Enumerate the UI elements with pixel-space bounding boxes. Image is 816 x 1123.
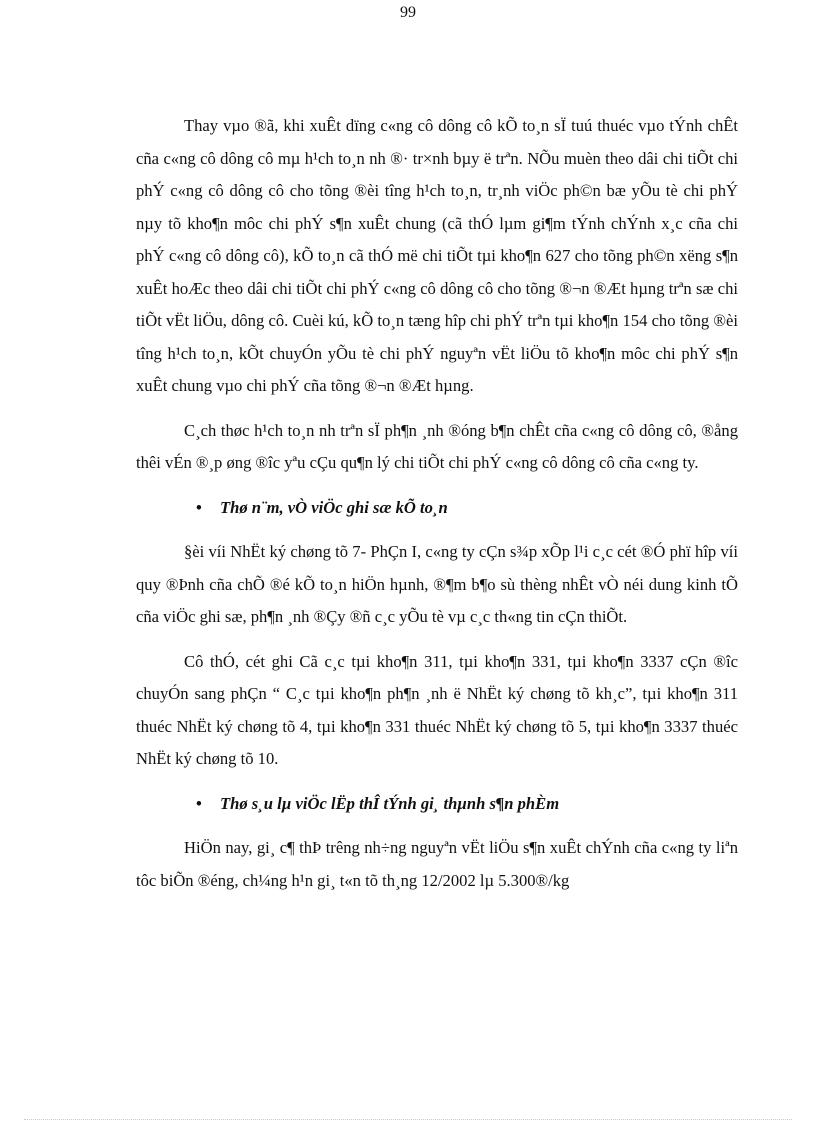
paragraph: Cô thÓ, cét ghi Cã c¸c tµi kho¶n 311, tµi kho¶n 331, tµi kho¶n 3337 cÇn ®îc chuyÓn sang phÇn “ C¸c tµi kho¶n ph¶n ¸nh ë NhËt ký chøng tõ kh¸c”, tµi kho¶n 311 thuéc NhËt ký chøng tõ 4, tµi kho¶n 331 thuéc NhËt ký chøng tõ 5, tµi kho¶n 3337 thuéc NhËt ký chøng tõ 10.	[136, 651, 738, 768]
paragraph: Thay vµo ®ã, khi xuÊt dïng c«ng cô dông cô kÕ to¸n sÏ tuú thuéc vµo tÝnh chÊt cña c«ng cô dông cô mµ h¹ch to¸n nh ®· tr×nh bµy ë trªn. NÕu muèn theo dâi chi tiÕt chi phÝ c«ng cô dông cô cho tõng ®èi tîng h¹ch to¸n, tr¸nh viÖc ph©n bæ yÕu tè chi phÝ nµy tõ kho¶n môc chi phÝ s¶n xuÊt chung (cã thÓ lµm gi¶m tÝnh chÝnh x¸c cña chi phÝ c«ng cô dông cô), kÕ to¸n cã thÓ më chi tiÕt tµi kho¶n 627 cho tõng ph©n xëng s¶n xuÊt hoÆc theo dâi chi tiÕt chi phÝ c«ng cô dông cô cho tõng ®¬n ®Æt hµng trªn sæ chi tiÕt vËt liÖu, dông cô. Cuèi kú, kÕ to¸n tæng hîp chi phÝ trªn tµi kho¶n 154 cho tõng ®èi tîng h¹ch to¸n, kÕt chuyÓn yÕu tè chi phÝ nguyªn vËt liÖu tõ kho¶n môc chi phÝ s¶n xuÊt chung vµo chi phÝ cña tõng ®¬n ®Æt hµng.	[136, 116, 738, 395]
page-bottom-divider	[24, 1119, 792, 1120]
bullet-icon: •	[196, 793, 202, 813]
paragraph: C¸ch thøc h¹ch to¸n nh trªn sÏ ph¶n ¸nh ®óng b¶n chÊt cña c«ng cô dông cô, ®ång thêi vÉn ®¸p øng ®îc yªu cÇu qu¶n lý chi tiÕt chi phÝ c«ng cô dông cô cña c«ng ty.	[136, 420, 738, 472]
section-heading: Thø s¸u lµ viÖc lËp thÎ tÝnh gi¸ thµnh s¶n phÈm	[220, 793, 560, 813]
section-heading-bullet	[136, 492, 738, 525]
paragraph: HiÖn nay, gi¸ c¶ thÞ trêng nh÷ng nguyªn vËt liÖu s¶n xuÊt chÝnh cña c«ng ty liªn tôc biÕn ®éng, ch¼ng h¹n gi¸ t«n tõ th¸ng 12/2002 lµ 5.300®/kg	[136, 838, 738, 890]
paragraph: §èi víi NhËt ký chøng tõ 7- PhÇn I, c«ng ty cÇn s¾p xÕp l¹i c¸c cét ®Ó phï hîp víi quy ®Þnh cña chÕ ®é kÕ to¸n hiÖn hµnh, ®¶m b¶o sù thèng nhÊt vÒ néi dung kinh tÕ cña viÖc ghi sæ, ph¶n ¸nh ®Çy ®ñ c¸c yÕu tè vµ c¸c th«ng tin cÇn thiÕt.	[136, 542, 738, 626]
bullet-icon: •	[196, 497, 202, 517]
page-number: 99	[400, 4, 416, 21]
document-body	[136, 110, 738, 909]
section-heading: Thø n¨m, vÒ viÖc ghi sæ kÕ to¸n	[220, 497, 448, 517]
section-heading-bullet	[136, 788, 738, 821]
